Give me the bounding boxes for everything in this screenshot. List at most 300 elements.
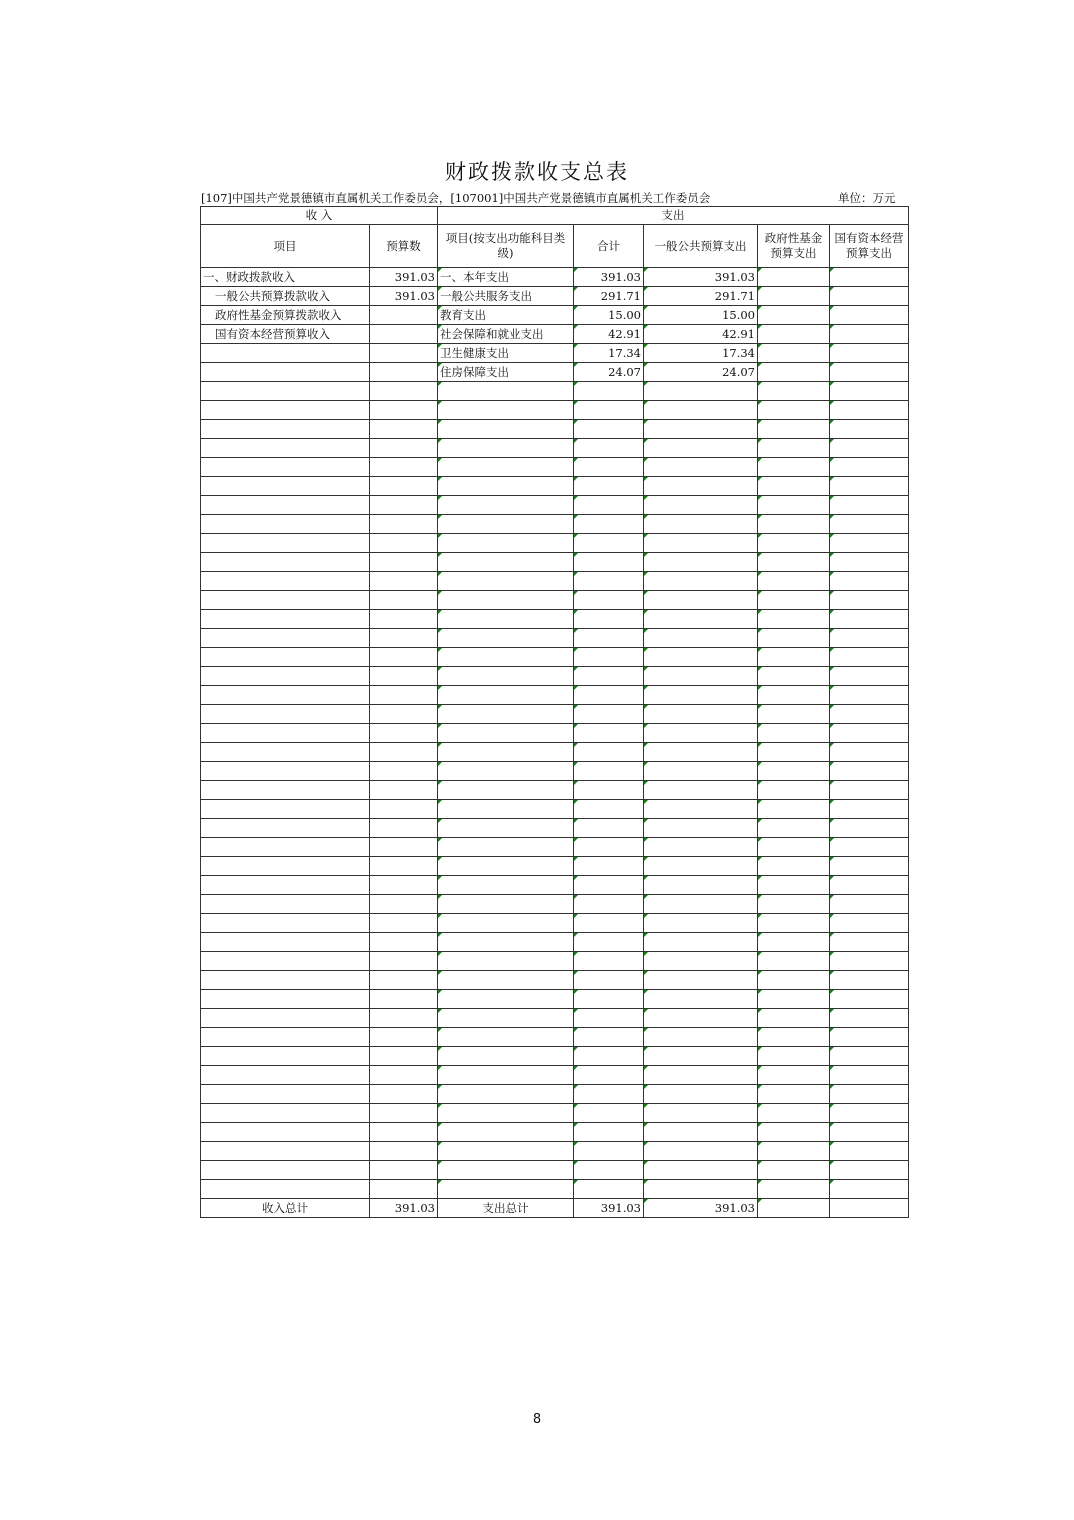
state-capital-cell — [830, 534, 909, 553]
general-budget-cell — [644, 876, 758, 895]
fund-budget-cell — [758, 344, 830, 363]
expense-total-cell — [574, 610, 644, 629]
state-capital-cell — [830, 857, 909, 876]
table-row — [201, 496, 909, 515]
state-capital-cell — [830, 344, 909, 363]
income-item-cell — [201, 534, 370, 553]
expense-total-cell — [574, 743, 644, 762]
fund-budget-cell — [758, 458, 830, 477]
expense-total-cell — [574, 458, 644, 477]
table-row — [201, 325, 909, 344]
state-capital-cell — [830, 268, 909, 287]
table-row — [201, 401, 909, 420]
general-budget-cell — [644, 800, 758, 819]
income-value-cell — [370, 914, 438, 933]
col-header-general: 一般公共预算支出 — [644, 225, 758, 268]
income-item-cell — [201, 401, 370, 420]
expense-item-cell: 一般公共服务支出 — [438, 287, 574, 306]
expense-total-cell — [574, 382, 644, 401]
state-capital-cell — [830, 648, 909, 667]
fund-budget-cell — [758, 1142, 830, 1161]
general-budget-cell — [644, 1123, 758, 1142]
fund-budget-cell — [758, 610, 830, 629]
general-budget-cell — [644, 648, 758, 667]
general-budget-cell — [644, 496, 758, 515]
income-item-cell — [201, 819, 370, 838]
expense-total-cell — [574, 496, 644, 515]
table-row — [201, 1142, 909, 1161]
state-capital-cell — [830, 895, 909, 914]
expense-item-cell — [438, 705, 574, 724]
fund-budget-cell — [758, 477, 830, 496]
income-item-cell — [201, 914, 370, 933]
general-budget-cell — [644, 1161, 758, 1180]
income-value-cell — [370, 1161, 438, 1180]
income-value-cell — [370, 1085, 438, 1104]
income-item-cell — [201, 439, 370, 458]
general-budget-cell — [644, 971, 758, 990]
table-row — [201, 648, 909, 667]
fund-budget-cell — [758, 857, 830, 876]
expense-total-cell — [574, 762, 644, 781]
income-value-cell — [370, 439, 438, 458]
fund-budget-cell — [758, 952, 830, 971]
income-item-cell — [201, 781, 370, 800]
expense-total-cell — [574, 1009, 644, 1028]
expense-item-cell: 卫生健康支出 — [438, 344, 574, 363]
income-value-cell — [370, 705, 438, 724]
expense-item-cell — [438, 895, 574, 914]
general-budget-cell — [644, 667, 758, 686]
table-row — [201, 363, 909, 382]
expense-item-cell — [438, 515, 574, 534]
income-item-cell — [201, 572, 370, 591]
income-item-cell — [201, 1066, 370, 1085]
fund-budget-cell — [758, 1085, 830, 1104]
expense-item-cell — [438, 781, 574, 800]
table-row — [201, 990, 909, 1009]
table-row — [201, 1066, 909, 1085]
income-item-cell — [201, 648, 370, 667]
expense-item-cell — [438, 1047, 574, 1066]
income-value-cell — [370, 610, 438, 629]
fund-budget-cell — [758, 306, 830, 325]
fund-budget-cell — [758, 382, 830, 401]
table-row — [201, 1009, 909, 1028]
expense-item-cell — [438, 952, 574, 971]
state-capital-cell — [830, 1047, 909, 1066]
page-title: 财政拨款收支总表 — [445, 160, 629, 184]
expense-total-cell — [574, 515, 644, 534]
table-row — [201, 971, 909, 990]
table-row — [201, 800, 909, 819]
table-row — [201, 610, 909, 629]
expense-item-cell — [438, 610, 574, 629]
fund-budget-cell — [758, 781, 830, 800]
fund-budget-cell — [758, 325, 830, 344]
fund-budget-cell — [758, 553, 830, 572]
general-budget-cell — [644, 838, 758, 857]
income-value-cell — [370, 477, 438, 496]
state-capital-cell — [830, 496, 909, 515]
expense-item-cell — [438, 800, 574, 819]
state-capital-cell — [830, 363, 909, 382]
page-number: 8 — [532, 1412, 542, 1427]
income-value-cell: 391.03 — [370, 268, 438, 287]
income-item-cell — [201, 800, 370, 819]
income-item-cell — [201, 990, 370, 1009]
table-row — [201, 857, 909, 876]
expense-item-cell — [438, 838, 574, 857]
col-header-item: 项目 — [201, 225, 370, 268]
general-budget-cell — [644, 933, 758, 952]
fund-budget-cell — [758, 762, 830, 781]
income-value-cell: 391.03 — [370, 287, 438, 306]
income-item-cell — [201, 1028, 370, 1047]
income-item-cell — [201, 591, 370, 610]
general-budget-cell — [644, 1142, 758, 1161]
general-budget-cell — [644, 610, 758, 629]
expense-total-cell — [574, 838, 644, 857]
state-capital-cell — [830, 629, 909, 648]
income-value-cell — [370, 800, 438, 819]
fund-budget-cell — [758, 420, 830, 439]
income-item-cell — [201, 553, 370, 572]
fund-budget-cell — [758, 1047, 830, 1066]
income-value-cell — [370, 1180, 438, 1199]
general-budget-cell — [644, 1180, 758, 1199]
fund-budget-cell — [758, 876, 830, 895]
expense-total-cell — [574, 1066, 644, 1085]
expense-item-cell — [438, 439, 574, 458]
income-value-cell — [370, 1142, 438, 1161]
income-value-cell — [370, 458, 438, 477]
income-value-cell — [370, 990, 438, 1009]
income-item-cell — [201, 1009, 370, 1028]
income-total-label: 收入总计 — [201, 1199, 370, 1218]
income-item-cell — [201, 762, 370, 781]
expense-total-cell — [574, 990, 644, 1009]
expense-item-cell: 教育支出 — [438, 306, 574, 325]
expense-total-cell — [574, 439, 644, 458]
general-budget-cell — [644, 724, 758, 743]
state-capital-cell — [830, 420, 909, 439]
income-item-cell: 一、财政拨款收入 — [201, 268, 370, 287]
general-budget-cell — [644, 895, 758, 914]
expense-total-cell — [574, 724, 644, 743]
general-total-value: 391.03 — [644, 1199, 758, 1218]
income-value-cell — [370, 420, 438, 439]
expense-item-cell — [438, 762, 574, 781]
expense-item-cell — [438, 420, 574, 439]
expense-total-cell — [574, 1085, 644, 1104]
income-value-cell — [370, 325, 438, 344]
table-row — [201, 724, 909, 743]
expense-item-cell — [438, 553, 574, 572]
general-budget-cell: 291.71 — [644, 287, 758, 306]
unit-label: 单位：万元 — [838, 191, 896, 205]
expense-item-cell — [438, 1104, 574, 1123]
general-budget-cell — [644, 743, 758, 762]
expense-total-cell: 17.34 — [574, 344, 644, 363]
table-row — [201, 819, 909, 838]
state-capital-cell — [830, 1161, 909, 1180]
income-item-cell — [201, 420, 370, 439]
state-capital-cell — [830, 933, 909, 952]
income-item-cell — [201, 705, 370, 724]
state-capital-cell — [830, 838, 909, 857]
income-value-cell — [370, 1123, 438, 1142]
general-budget-cell: 24.07 — [644, 363, 758, 382]
income-value-cell — [370, 838, 438, 857]
fund-budget-cell — [758, 648, 830, 667]
expense-item-cell — [438, 1066, 574, 1085]
state-capital-cell — [830, 401, 909, 420]
fund-budget-cell — [758, 363, 830, 382]
fund-budget-cell — [758, 705, 830, 724]
income-item-cell — [201, 496, 370, 515]
state-total-value — [830, 1199, 909, 1218]
table-row — [201, 1104, 909, 1123]
table-row — [201, 1047, 909, 1066]
state-capital-cell — [830, 1009, 909, 1028]
table-row — [201, 705, 909, 724]
income-value-cell — [370, 762, 438, 781]
fund-budget-cell — [758, 1066, 830, 1085]
general-budget-cell — [644, 1066, 758, 1085]
general-budget-cell — [644, 762, 758, 781]
fund-budget-cell — [758, 287, 830, 306]
income-item-cell — [201, 1104, 370, 1123]
state-capital-cell — [830, 686, 909, 705]
income-item-cell — [201, 876, 370, 895]
expense-item-cell — [438, 477, 574, 496]
state-capital-cell — [830, 1180, 909, 1199]
expense-total-cell — [574, 895, 644, 914]
expense-total-cell: 15.00 — [574, 306, 644, 325]
header-column-row — [201, 225, 909, 268]
expense-total-cell — [574, 705, 644, 724]
expense-item-cell — [438, 458, 574, 477]
expense-total-cell — [574, 952, 644, 971]
col-header-fund: 政府性基金预算支出 — [758, 225, 830, 268]
expense-item-cell — [438, 990, 574, 1009]
general-budget-cell — [644, 1047, 758, 1066]
income-item-cell — [201, 743, 370, 762]
general-budget-cell — [644, 534, 758, 553]
table-row — [201, 344, 909, 363]
general-budget-cell — [644, 686, 758, 705]
fund-budget-cell — [758, 895, 830, 914]
expense-total-cell — [574, 420, 644, 439]
general-budget-cell — [644, 515, 758, 534]
header-group-row — [201, 207, 909, 225]
income-value-cell — [370, 553, 438, 572]
expense-total-cell — [574, 800, 644, 819]
general-budget-cell — [644, 1009, 758, 1028]
income-item-cell — [201, 971, 370, 990]
fund-budget-cell — [758, 629, 830, 648]
expense-item-cell — [438, 819, 574, 838]
expense-total-cell — [574, 1142, 644, 1161]
col-header-total: 合计 — [574, 225, 644, 268]
expense-item-cell — [438, 857, 574, 876]
income-value-cell — [370, 363, 438, 382]
income-value-cell — [370, 876, 438, 895]
expense-total-value: 391.03 — [574, 1199, 644, 1218]
table-row — [201, 306, 909, 325]
income-value-cell — [370, 819, 438, 838]
fund-budget-cell — [758, 914, 830, 933]
general-budget-cell — [644, 914, 758, 933]
table-row — [201, 515, 909, 534]
expense-total-cell — [574, 1104, 644, 1123]
expense-total-cell: 24.07 — [574, 363, 644, 382]
table-row — [201, 952, 909, 971]
income-value-cell — [370, 933, 438, 952]
fund-budget-cell — [758, 534, 830, 553]
expense-total-cell — [574, 1180, 644, 1199]
state-capital-cell — [830, 971, 909, 990]
expense-total-cell — [574, 477, 644, 496]
state-capital-cell — [830, 1085, 909, 1104]
table-row — [201, 268, 909, 287]
expense-total-cell — [574, 971, 644, 990]
table-row — [201, 420, 909, 439]
expense-total-cell — [574, 1047, 644, 1066]
general-budget-cell — [644, 439, 758, 458]
expense-item-cell — [438, 1009, 574, 1028]
income-value-cell — [370, 401, 438, 420]
fund-budget-cell — [758, 743, 830, 762]
expense-total-cell — [574, 572, 644, 591]
fund-budget-cell — [758, 819, 830, 838]
state-capital-cell — [830, 287, 909, 306]
expense-total-cell — [574, 667, 644, 686]
state-capital-cell — [830, 1104, 909, 1123]
expense-total-cell — [574, 781, 644, 800]
state-capital-cell — [830, 306, 909, 325]
income-value-cell — [370, 344, 438, 363]
income-item-cell — [201, 1047, 370, 1066]
table-row — [201, 933, 909, 952]
expense-total-cell — [574, 1161, 644, 1180]
income-item-cell — [201, 895, 370, 914]
expense-item-cell — [438, 667, 574, 686]
general-budget-cell: 391.03 — [644, 268, 758, 287]
fund-budget-cell — [758, 1028, 830, 1047]
income-value-cell — [370, 496, 438, 515]
table-row — [201, 667, 909, 686]
income-item-cell — [201, 363, 370, 382]
expense-total-cell — [574, 648, 644, 667]
income-value-cell — [370, 572, 438, 591]
col-header-expense-item: 项目(按支出功能科目类级) — [438, 225, 574, 268]
income-value-cell — [370, 667, 438, 686]
expense-group-header: 支出 — [438, 207, 909, 225]
state-capital-cell — [830, 382, 909, 401]
col-header-state: 国有资本经营预算支出 — [830, 225, 909, 268]
fund-budget-cell — [758, 439, 830, 458]
income-item-cell — [201, 1085, 370, 1104]
income-item-cell — [201, 952, 370, 971]
income-value-cell — [370, 895, 438, 914]
state-capital-cell — [830, 724, 909, 743]
state-capital-cell — [830, 1066, 909, 1085]
income-item-cell — [201, 667, 370, 686]
income-total-value: 391.03 — [370, 1199, 438, 1218]
income-value-cell — [370, 515, 438, 534]
table-row — [201, 686, 909, 705]
income-item-cell: 国有资本经营预算收入 — [201, 325, 370, 344]
expense-total-cell — [574, 876, 644, 895]
table-row — [201, 876, 909, 895]
fund-budget-cell — [758, 724, 830, 743]
expense-total-cell — [574, 686, 644, 705]
income-item-cell — [201, 724, 370, 743]
state-capital-cell — [830, 325, 909, 344]
income-item-cell — [201, 515, 370, 534]
expense-total-cell — [574, 534, 644, 553]
table-row — [201, 1180, 909, 1199]
fund-total-value — [758, 1199, 830, 1218]
state-capital-cell — [830, 1142, 909, 1161]
expense-item-cell — [438, 914, 574, 933]
income-value-cell — [370, 1047, 438, 1066]
fund-budget-cell — [758, 800, 830, 819]
income-value-cell — [370, 686, 438, 705]
expense-total-label: 支出总计 — [438, 1199, 574, 1218]
expense-total-cell: 391.03 — [574, 268, 644, 287]
table-row — [201, 914, 909, 933]
expense-total-cell — [574, 819, 644, 838]
fund-budget-cell — [758, 667, 830, 686]
fund-budget-cell — [758, 1009, 830, 1028]
income-item-cell — [201, 629, 370, 648]
table-row — [201, 1161, 909, 1180]
income-value-cell — [370, 306, 438, 325]
general-budget-cell — [644, 572, 758, 591]
totals-row — [201, 1199, 909, 1218]
table-row — [201, 1085, 909, 1104]
table-row — [201, 553, 909, 572]
table-row — [201, 629, 909, 648]
general-budget-cell — [644, 591, 758, 610]
state-capital-cell — [830, 781, 909, 800]
state-capital-cell — [830, 876, 909, 895]
income-item-cell — [201, 477, 370, 496]
expense-item-cell — [438, 401, 574, 420]
income-value-cell — [370, 629, 438, 648]
state-capital-cell — [830, 515, 909, 534]
state-capital-cell — [830, 952, 909, 971]
fund-budget-cell — [758, 838, 830, 857]
fund-budget-cell — [758, 591, 830, 610]
state-capital-cell — [830, 705, 909, 724]
fund-budget-cell — [758, 686, 830, 705]
state-capital-cell — [830, 667, 909, 686]
general-budget-cell — [644, 382, 758, 401]
expense-total-cell — [574, 401, 644, 420]
income-value-cell — [370, 1028, 438, 1047]
expense-item-cell — [438, 1180, 574, 1199]
state-capital-cell — [830, 572, 909, 591]
expense-item-cell — [438, 971, 574, 990]
state-capital-cell — [830, 990, 909, 1009]
expense-item-cell — [438, 534, 574, 553]
table-row — [201, 762, 909, 781]
table-row — [201, 572, 909, 591]
